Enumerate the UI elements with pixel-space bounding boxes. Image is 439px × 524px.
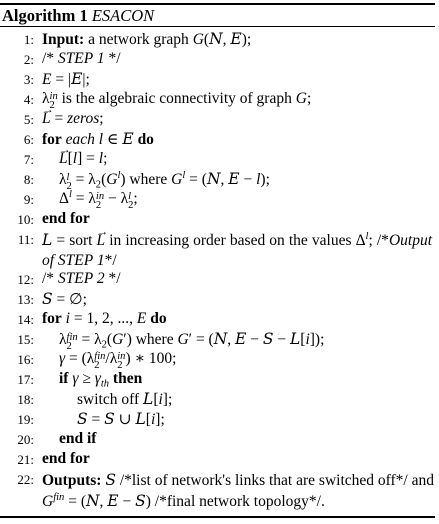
line-text: if $\gamma \ge \gamma_{th}$ then bbox=[59, 370, 143, 390]
line-text: end for bbox=[42, 450, 90, 467]
algorithm-line bbox=[0, 191, 437, 211]
line-text: L = sort → L in increasing order based on the values $\Delta^l$; /*Output of STEP 1*/ bbox=[42, 230, 432, 271]
line-number: 10: bbox=[17, 212, 34, 227]
line-number: 6: bbox=[23, 132, 34, 147]
top-rule bbox=[0, 3, 435, 5]
algorithm-line bbox=[0, 331, 437, 351]
line-number: 7: bbox=[23, 152, 34, 167]
line-number: 20: bbox=[17, 432, 34, 447]
line-number: 3: bbox=[23, 72, 34, 87]
line-text: E = |E|; bbox=[42, 70, 90, 88]
algorithm-line bbox=[0, 311, 437, 331]
line-number: 16: bbox=[17, 352, 34, 367]
line-number: 11: bbox=[17, 232, 34, 247]
algorithm-line bbox=[0, 71, 437, 91]
line-number: 22: bbox=[17, 472, 34, 487]
algorithm-name: ESACON bbox=[91, 6, 155, 25]
line-text: γ = (λ fin 2 /λ in 2 ) ∗ 100; bbox=[59, 350, 177, 371]
line-number: 4: bbox=[23, 92, 34, 107]
line-number: 2: bbox=[23, 52, 34, 67]
algorithm-line bbox=[0, 431, 437, 451]
line-number: 9: bbox=[23, 192, 34, 207]
line-number: 13: bbox=[17, 292, 34, 307]
line-text: Input: a network graph G(N, E); bbox=[42, 30, 252, 48]
algorithm-line bbox=[0, 471, 437, 513]
line-number: 14: bbox=[17, 312, 34, 327]
algorithm-line bbox=[0, 111, 437, 131]
line-text: S = ∅; bbox=[42, 290, 87, 308]
algorithm-line bbox=[0, 451, 437, 471]
algorithm-title bbox=[2, 6, 154, 26]
algorithm-line bbox=[0, 31, 437, 51]
line-number: 12: bbox=[17, 272, 34, 287]
line-text: /* STEP 2 */ bbox=[42, 270, 121, 287]
algorithm-line bbox=[0, 391, 437, 411]
algorithm-line bbox=[0, 351, 437, 371]
line-text: end for bbox=[42, 210, 90, 227]
algorithm-line bbox=[0, 411, 437, 431]
line-number: 1: bbox=[23, 32, 34, 47]
line-number: 21: bbox=[17, 452, 34, 467]
algorithm-line bbox=[0, 211, 437, 231]
line-text: $\Delta^l = \lambda$ in 2 − λ l 2 ; bbox=[59, 189, 138, 211]
algorithm-line bbox=[0, 91, 437, 111]
line-text: for each l ∈ E do bbox=[42, 130, 154, 148]
line-text: S = S ∪ L[i]; bbox=[77, 410, 165, 428]
line-text: switch off L[i]; bbox=[77, 390, 173, 408]
algorithm-line bbox=[0, 271, 437, 291]
algorithm-line bbox=[0, 151, 437, 171]
line-text: for i = 1, 2, ..., E do bbox=[42, 310, 167, 327]
line-number: 19: bbox=[17, 412, 34, 427]
line-number: 15: bbox=[17, 332, 34, 347]
algorithm-line bbox=[0, 51, 437, 71]
algorithm-line bbox=[0, 171, 437, 191]
algorithm-line bbox=[0, 371, 437, 391]
line-text: λ fin 2 = $\lambda_2(G')$ where G′ = (N, E − S − L[i]); bbox=[59, 330, 325, 352]
line-number: 5: bbox=[23, 112, 34, 127]
line-text: Outputs: S /*list of network's links that are switched off*/ and $G^{fin} = (N$, E − S) /*final network topology*/. bbox=[42, 471, 434, 510]
line-text: λ in 2 is the algebraic connectivity of graph G; bbox=[42, 90, 312, 111]
line-text: λ l 2 = $\lambda_2(G^l)$ where $G^l = (N$, E − l); bbox=[59, 170, 270, 192]
algorithm-label: Algorithm 1 bbox=[2, 6, 88, 25]
line-number: 8: bbox=[23, 172, 34, 187]
line-number: 17: bbox=[17, 372, 34, 387]
bottom-rule bbox=[0, 516, 435, 518]
algorithm-line bbox=[0, 231, 437, 271]
algorithm-line bbox=[0, 291, 437, 311]
title-rule bbox=[0, 26, 435, 27]
line-text: → L[l] = l; bbox=[59, 150, 107, 168]
line-text: → L = zeros; bbox=[42, 110, 104, 128]
line-text: /* STEP 1 */ bbox=[42, 50, 121, 67]
line-number: 18: bbox=[17, 392, 34, 407]
line-text: end if bbox=[59, 430, 97, 447]
